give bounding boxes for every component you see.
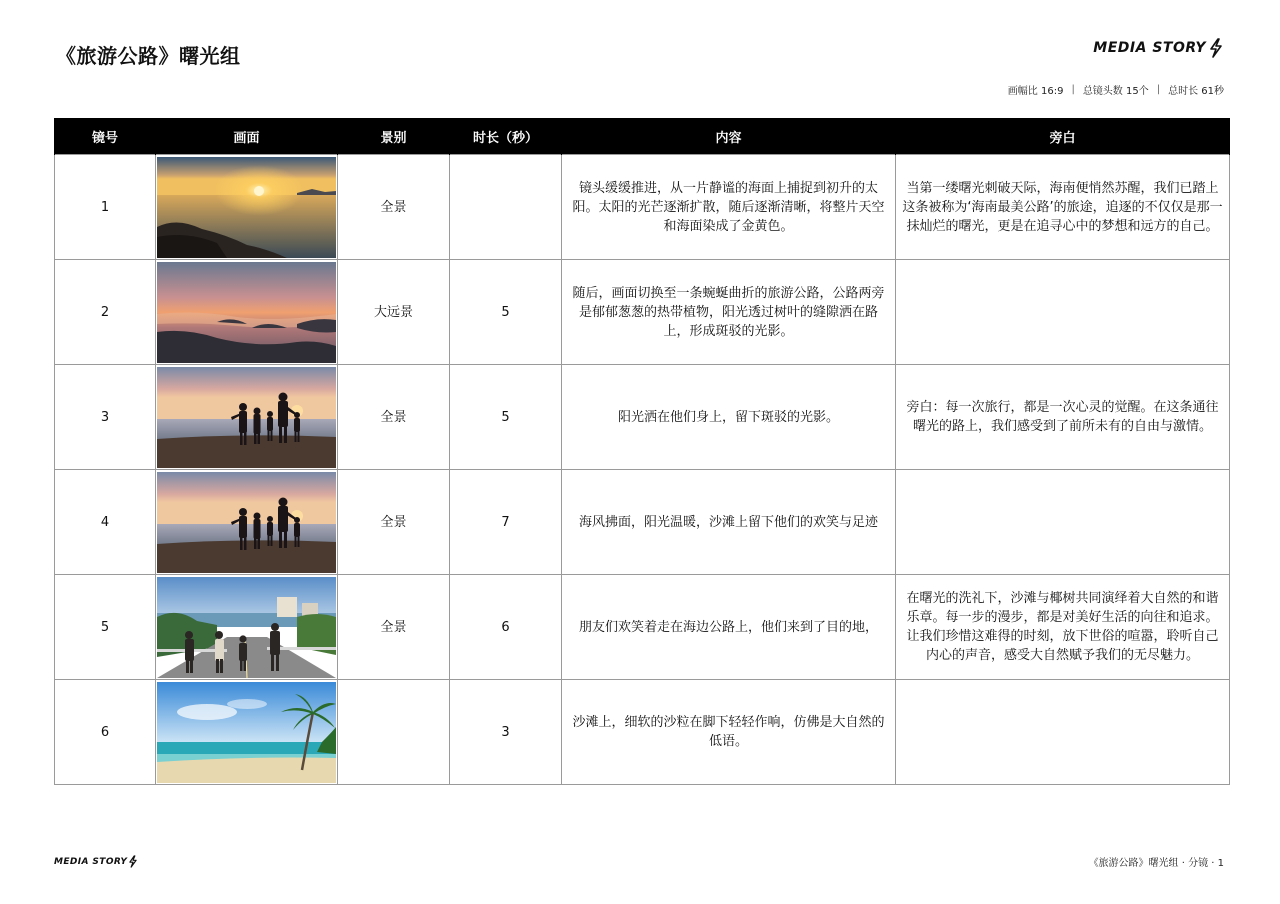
shot-narration: 旁白：每一次旅行，都是一次心灵的觉醒。在这条通往曙光的路上，我们感受到了前所未有的自由与激情。 [896,365,1230,470]
brand-logo [1093,38,1224,58]
table-row [55,365,1230,470]
shot-no: 6 [55,680,156,785]
lightning-icon [128,855,138,868]
aspect-ratio: 画幅比 16:9 [1007,86,1064,97]
shot-size: 全景 [338,470,450,575]
shot-no: 3 [55,365,156,470]
table-row [55,470,1230,575]
shot-content: 随后，画面切换至一条蜿蜒曲折的旅游公路，公路两旁是郁郁葱葱的热带植物，阳光透过树叶的缝隙洒在路上，形成斑驳的光影。 [562,260,896,365]
footer-brand-name: MEDIA STORY [54,856,128,867]
frame-image-tropical-beach [157,682,336,783]
table-row [55,155,1230,260]
shot-size: 全景 [338,365,450,470]
header-duration: 时长（秒） [450,118,562,155]
shot-duration: 3 [450,680,562,785]
frame-image-coastline [157,262,336,363]
header-content: 内容 [562,118,896,155]
shot-size: 全景 [338,575,450,680]
shot-no: 1 [55,155,156,260]
shot-narration [896,470,1230,575]
frame-image-family-beach [157,472,336,573]
table-row [55,680,1230,785]
shot-no: 4 [55,470,156,575]
shot-duration: 5 [450,365,562,470]
frame-image-family-beach [157,367,336,468]
shot-duration: 7 [450,470,562,575]
shot-content: 镜头缓缓推进，从一片静谧的海面上捕捉到初升的太阳。太阳的光芒逐渐扩散，随后逐渐清晰，将整片天空和海面染成了金黄色。 [562,155,896,260]
shot-narration: 当第一缕曙光刺破天际，海南便悄然苏醒，我们已踏上这条被称为‘海南最美公路’的旅途，追逐的不仅仅是那一抹灿烂的曙光，更是在追寻心中的梦想和远方的自己。 [896,155,1230,260]
shot-content: 沙滩上，细软的沙粒在脚下轻轻作响，仿佛是大自然的低语。 [562,680,896,785]
brand-name: MEDIA STORY [1093,40,1206,56]
total-duration: 总时长 61秒 [1168,86,1224,97]
shot-size: 全景 [338,155,450,260]
frame-image-sunrise [157,157,336,258]
shot-no: 5 [55,575,156,680]
shot-narration [896,680,1230,785]
shot-content: 阳光洒在他们身上，留下斑驳的光影。 [562,365,896,470]
shot-size: 大远景 [338,260,450,365]
shot-narration: 在曙光的洗礼下，沙滩与椰树共同演绎着大自然的和谐乐章。每一步的漫步，都是对美好生活的向往和追求。让我们珍惜这难得的时刻，放下世俗的喧嚣，聆听自己内心的声音，感受大自然赋予我们的无尽魅力。 [896,575,1230,680]
shot-content: 海风拂面，阳光温暖，沙滩上留下他们的欢笑与足迹 [562,470,896,575]
table-row [55,575,1230,680]
shot-duration: 5 [450,260,562,365]
header-narration: 旁白 [896,118,1230,155]
page-footer: 《旅游公路》曙光组 · 分镜 · 1 [1088,858,1224,869]
header-image: 画面 [156,118,338,155]
shot-narration [896,260,1230,365]
table-header [55,118,1230,155]
header-shot-no: 镜号 [55,118,156,155]
frame-image-coastal-road [157,577,336,678]
lightning-icon [1208,38,1224,58]
table-row [55,260,1230,365]
shot-no: 2 [55,260,156,365]
shot-duration [450,155,562,260]
header-shot-size: 景别 [338,118,450,155]
document-title: 《旅游公路》曙光组 [56,44,241,68]
storyboard-table [54,118,1230,785]
shot-content: 朋友们欢笑着走在海边公路上，他们来到了目的地， [562,575,896,680]
document-meta: 画幅比 16:9 | 总镜头数 15个 | 总时长 61秒 [1007,84,1224,97]
shot-size [338,680,450,785]
shot-count: 总镜头数 15个 [1082,86,1149,97]
footer-brand-logo [54,855,138,868]
shot-duration: 6 [450,575,562,680]
